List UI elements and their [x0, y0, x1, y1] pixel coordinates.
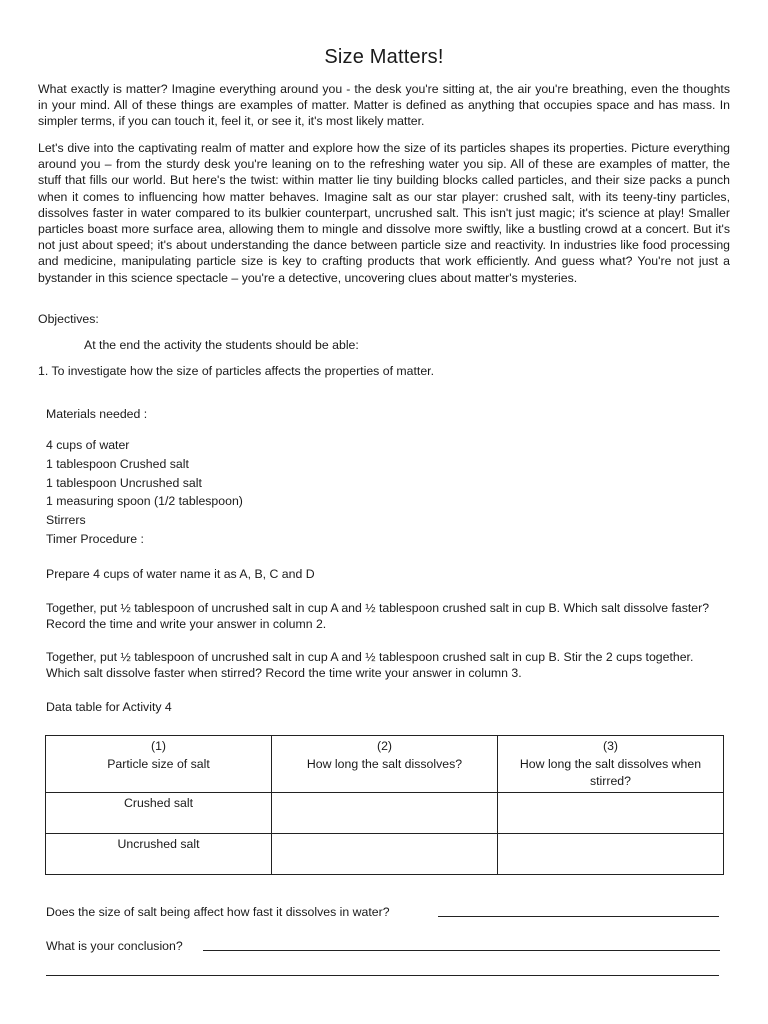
table-caption: Data table for Activity 4: [46, 700, 172, 714]
table-row: [46, 834, 724, 875]
answer-line[interactable]: [203, 950, 720, 951]
table-cell-dissolve-time[interactable]: [272, 793, 498, 834]
table-header-cell: [498, 736, 724, 793]
table-header-row: [46, 736, 724, 793]
materials-item: 1 measuring spoon (1/2 tablespoon): [46, 494, 243, 509]
table-cell-particle-size: Uncrushed salt: [46, 834, 272, 875]
objectives-intro: At the end the activity the students should be able:: [84, 338, 359, 352]
answer-line[interactable]: [46, 975, 719, 976]
question-conclusion: What is your conclusion?: [46, 939, 183, 953]
data-table: [45, 735, 724, 875]
procedure-step: Together, put ½ tablespoon of uncrushed salt in cup A and ½ tablespoon crushed salt in cup B. Which salt dissolve faster? Record the time and write your answer in column 2.: [46, 601, 710, 632]
column-number: (2): [376, 739, 393, 753]
materials-item: Stirrers: [46, 513, 86, 528]
materials-heading: Materials needed :: [46, 407, 148, 421]
column-number: (3): [602, 739, 619, 753]
procedure-step: Prepare 4 cups of water name it as A, B, C and D: [46, 567, 315, 581]
materials-item: 1 tablespoon Uncrushed salt: [46, 475, 202, 490]
objectives-heading: Objectives:: [38, 312, 99, 326]
materials-item: 4 cups of water: [46, 438, 130, 452]
column-label: How long the salt dissolves when stirred?: [519, 756, 702, 788]
table-cell-stirred-time[interactable]: [498, 793, 724, 834]
table-header-cell: [46, 736, 272, 793]
intro-paragraph: What exactly is matter? Imagine everything around you - the desk you're sitting at, the air you're breathing, even the thoughts in your mind. All of these things are examples of matter. Matter is defined as anything that occupies space and has mass. In simpler terms, if you can touch it, feel it, or see it, it's most likely matter.: [38, 82, 730, 129]
column-label: Particle size of salt: [107, 756, 210, 771]
body-paragraph: Let's dive into the captivating realm of matter and explore how the size of its particles shapes its properties. Picture everything around you – from the sturdy desk you're leaning on to the refreshing water you sip. All of these are examples of matter, the stuff that fills our world. But here's the twist: within matter lie tiny building blocks called particles, and their size packs a punch when it comes to influencing how matter behaves. Imagine salt as our star player: crushed salt, with its teeny-tiny particles, dissolves faster in water compared to its bulkier counterpart, uncrushed salt. This isn't just magic; it's science at play! Smaller particles boast more surface area, allowing them to mingle and dissolve more swiftly, like a bustling crowd at a concert. But it's not just about speed; it's about understanding the dance between particle size and reactivity. In industries like food processing and medicine, manipulating particle size is key to crafting products that work efficiently. And guess what? You're not just a bystander in this science spectacle – you're a detective, uncovering clues about matter's mysteries.: [38, 141, 730, 285]
page-title: Size Matters!: [324, 46, 444, 68]
objective-item: 1. To investigate how the size of particles affects the properties of matter.: [38, 364, 434, 378]
materials-item: 1 tablespoon Crushed salt: [46, 456, 189, 471]
table-cell-particle-size: Crushed salt: [46, 793, 272, 834]
table-cell-dissolve-time[interactable]: [272, 834, 498, 875]
procedure-step: Together, put ½ tablespoon of uncrushed salt in cup A and ½ tablespoon crushed salt in cup B. Stir the 2 cups together. Which salt dissolve faster when stirred? Record the time write your answer in column 3.: [46, 650, 694, 681]
answer-line[interactable]: [438, 916, 719, 917]
materials-list: [46, 437, 243, 550]
table-header-cell: [272, 736, 498, 793]
column-label: How long the salt dissolves?: [306, 756, 463, 771]
column-number: (1): [150, 739, 167, 753]
materials-item: Timer Procedure :: [46, 531, 144, 546]
table-row: [46, 793, 724, 834]
question-size-affect: Does the size of salt being affect how fast it dissolves in water?: [46, 905, 390, 919]
table-cell-stirred-time[interactable]: [498, 834, 724, 875]
